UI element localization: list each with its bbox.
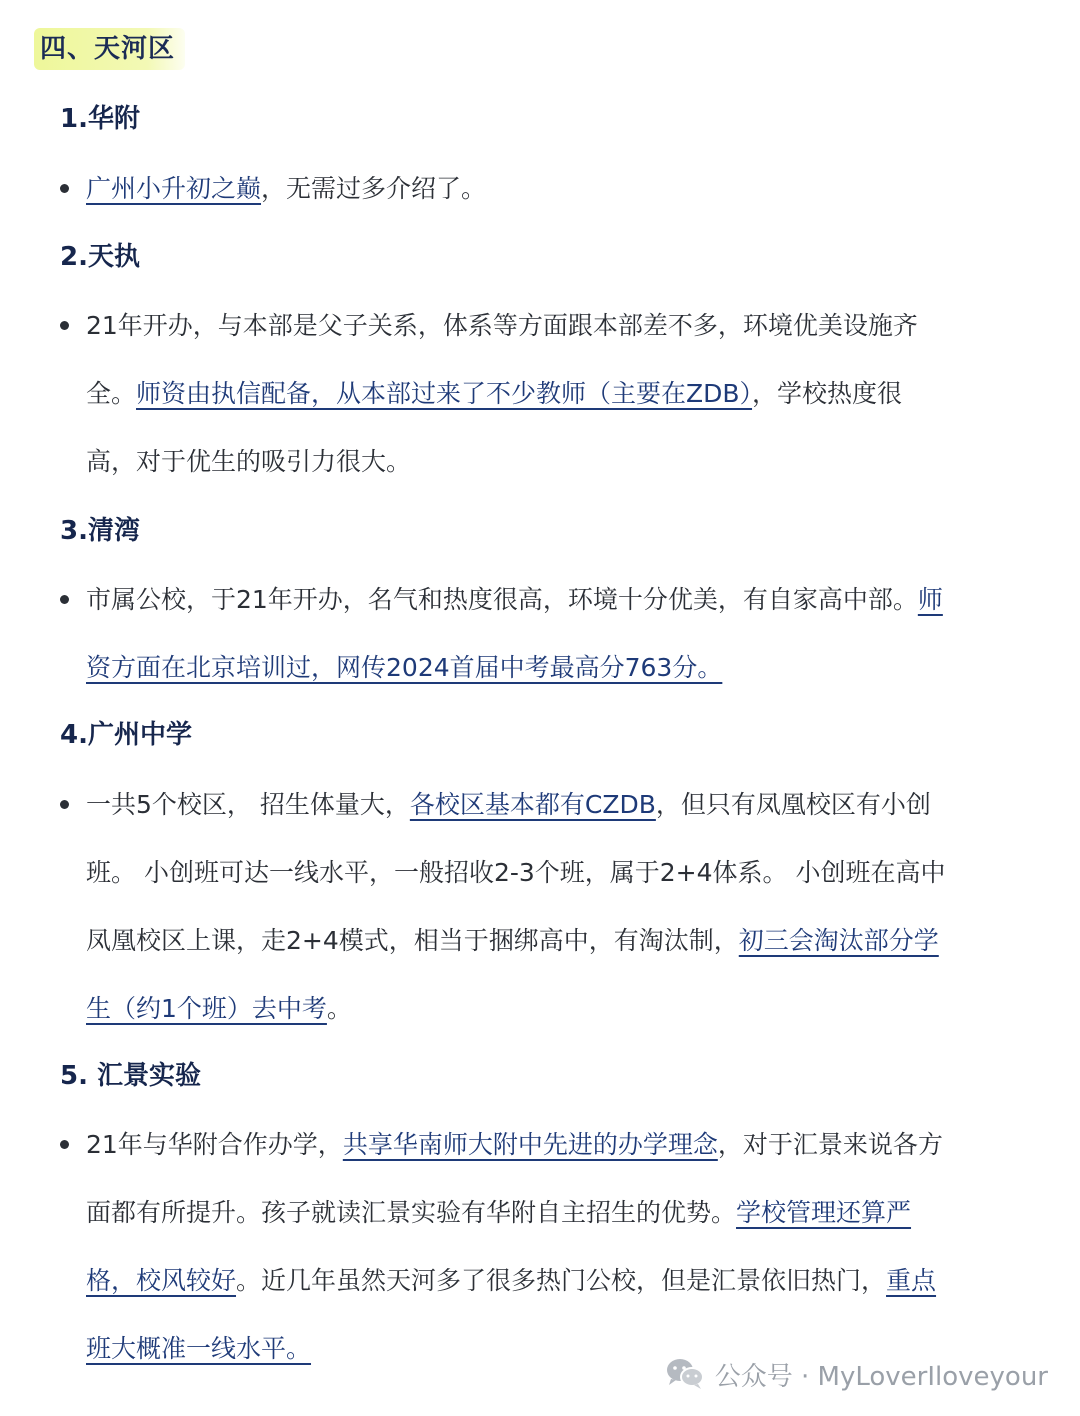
body-text: 21年与华附合作办学， [86, 1130, 343, 1159]
body-text: 。 [326, 994, 352, 1023]
school-bullet-3 [60, 566, 1050, 702]
body-text: 全。 [86, 379, 137, 408]
paragraph-line [86, 1247, 1046, 1315]
underlined-highlight: 格，校风较好 [86, 1266, 237, 1295]
watermark [665, 1354, 1048, 1394]
paragraph-line [86, 292, 1046, 360]
underlined-highlight: 资方面在北京培训过，网传2024首届中考最高分763分。 [86, 653, 723, 682]
bullet-dot [60, 184, 69, 193]
underlined-highlight: 师 [917, 585, 943, 614]
bullet-dot [60, 595, 69, 604]
bullet-dot [60, 321, 69, 330]
section-title: 四、天河区 [34, 28, 185, 70]
body-text: 面都有所提升。孩子就读汇景实验有华附自主招生的优势。 [86, 1198, 737, 1227]
bullet-text [86, 292, 1046, 496]
paragraph-line [86, 634, 1046, 702]
school-heading-2: 2.天执 [60, 242, 140, 272]
paragraph-line [86, 566, 1046, 634]
paragraph-line [86, 975, 1046, 1043]
paragraph-line [86, 907, 1046, 975]
underlined-highlight: 各校区基本都有CZDB [409, 790, 656, 819]
school-heading-1: 1.华附 [60, 104, 140, 134]
school-bullet-5 [60, 1111, 1050, 1383]
underlined-highlight: 初三会淘汰部分学 [738, 926, 939, 955]
body-text: 21年开办，与本部是父子关系，体系等方面跟本部差不多，环境优美设施齐 [86, 311, 918, 340]
school-heading-3: 3.清湾 [60, 516, 140, 546]
body-text: ，学校热度很 [752, 379, 903, 408]
body-text: 凤凰校区上课，走2+4模式，相当于捆绑高中，有淘汰制， [86, 926, 739, 955]
paragraph-line [86, 1179, 1046, 1247]
school-bullet-1 [60, 155, 1050, 223]
underlined-highlight: 重点 [886, 1266, 937, 1295]
underlined-highlight: 师资由执信配备，从本部过来了不少教师（主要在ZDB） [136, 379, 753, 408]
school-bullet-2 [60, 292, 1050, 496]
bullet-text [86, 771, 1046, 1043]
underlined-highlight: 班大概准一线水平。 [86, 1334, 312, 1363]
underlined-highlight: 学校管理还算严 [736, 1198, 912, 1227]
paragraph-line [86, 155, 1046, 223]
watermark-text: 公众号 · MyLoverIloveyour [714, 1361, 1048, 1392]
wechat-icon [665, 1357, 705, 1391]
school-bullet-4 [60, 771, 1050, 1043]
bullet-text [86, 1111, 1046, 1383]
body-text: 高，对于优生的吸引力很大。 [86, 447, 412, 476]
underlined-highlight: 广州小升初之巅 [86, 174, 262, 203]
body-text: 市属公校，于21年开办，名气和热度很高，环境十分优美，有自家高中部。 [86, 585, 918, 614]
body-text: ，对于汇景来说各方 [717, 1130, 943, 1159]
bullet-text [86, 155, 1046, 223]
school-heading-4: 4.广州中学 [60, 720, 192, 750]
bullet-dot [60, 1140, 69, 1149]
bullet-dot [60, 800, 69, 809]
underlined-highlight: 生（约1个班）去中考 [86, 994, 327, 1023]
body-text: ，无需过多介绍了。 [261, 174, 487, 203]
bullet-text [86, 566, 1046, 702]
paragraph-line [86, 839, 1046, 907]
paragraph-line [86, 360, 1046, 428]
body-text: 一共5个校区， 招生体量大， [86, 790, 410, 819]
paragraph-line [86, 1111, 1046, 1179]
paragraph-line [86, 428, 1046, 496]
underlined-highlight: 共享华南师大附中先进的办学理念 [342, 1130, 718, 1159]
body-text: 。近几年虽然天河多了很多热门公校，但是汇景依旧热门， [236, 1266, 887, 1295]
paragraph-line [86, 771, 1046, 839]
body-text: 班。 小创班可达一线水平，一般招收2-3个班，属于2+4体系。 小创班在高中 [86, 858, 946, 887]
body-text: ，但只有凤凰校区有小创 [655, 790, 931, 819]
school-heading-5: 5. 汇景实验 [60, 1061, 202, 1091]
